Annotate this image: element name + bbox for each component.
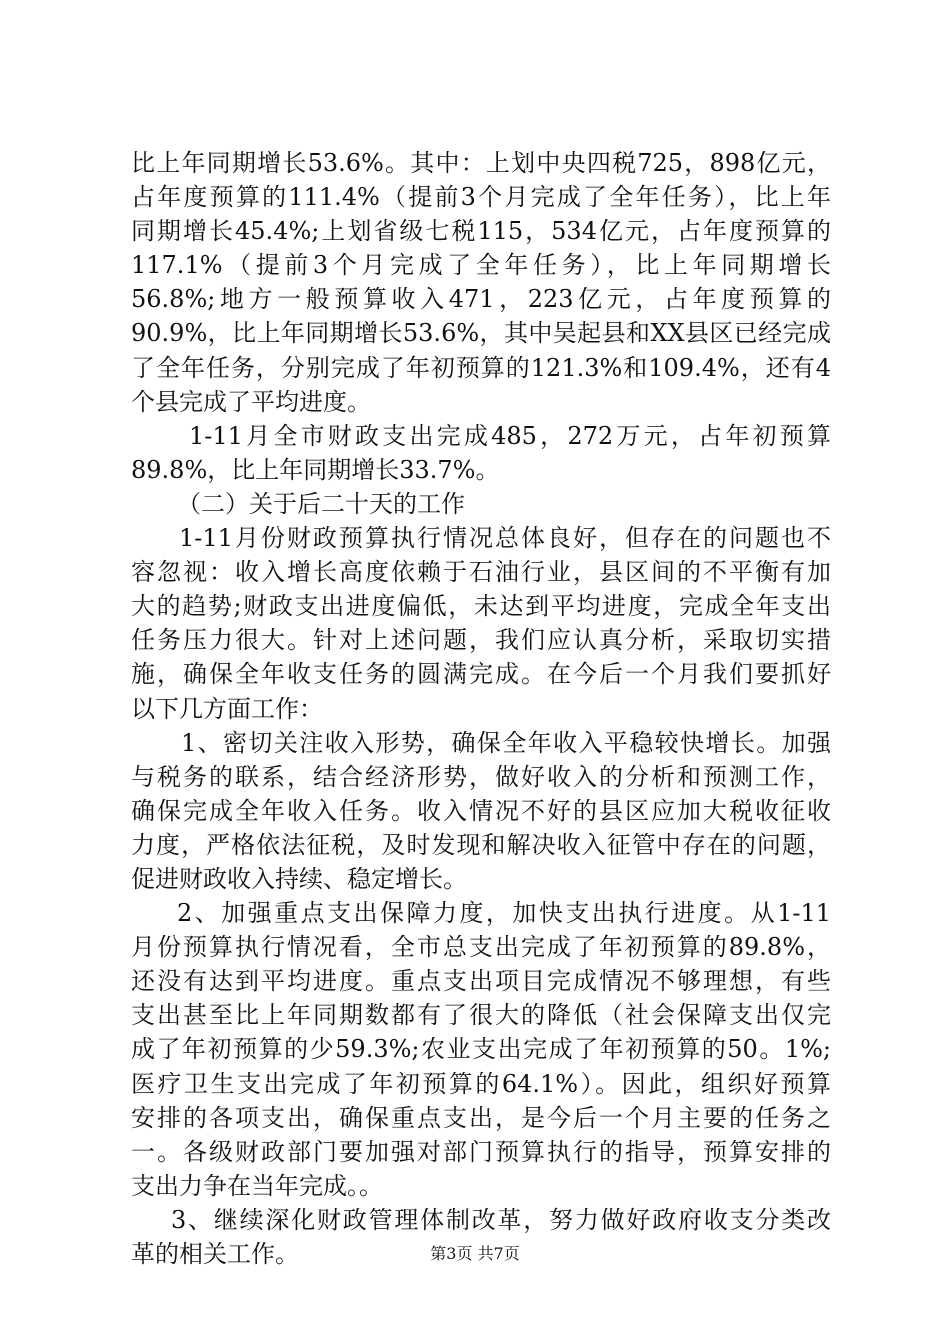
- text-line: 了全年任务，分别完成了年初预算的121.3%和109.4%，还有4: [131, 353, 831, 382]
- text-line: 支出甚至比上年同期数都有了很大的降低（社会保障支出仅完: [131, 1001, 831, 1030]
- text-line: 1-11月全市财政支出完成485，272万元，占年初预算: [189, 421, 831, 450]
- section-heading: （二）关于后二十天的工作: [177, 489, 465, 518]
- text-line: 力度，严格依法征税，及时发现和解决收入征管中存在的问题，: [131, 830, 831, 859]
- text-line: 1-11月份财政预算执行情况总体良好，但存在的问题也不: [179, 524, 831, 553]
- text-line: 促进财政收入持续、稳定增长。: [131, 864, 467, 893]
- text-line: 确保完成全年收入任务。收入情况不好的县区应加大税收征收: [131, 796, 831, 825]
- text-line: 还没有达到平均进度。重点支出项目完成情况不够理想，有些: [131, 967, 831, 996]
- text-line: 容忽视：收入增长高度依赖于石油行业，县区间的不平衡有加: [131, 558, 831, 587]
- text-line: 革的相关工作。: [131, 1240, 299, 1268]
- text-line: 施，确保全年收支任务的圆满完成。在今后一个月我们要抓好: [131, 660, 831, 689]
- text-line: 117.1%（提前3个月完成了全年任务），比上年同期增长: [131, 251, 831, 280]
- text-line: 个县完成了平均进度。: [131, 387, 371, 416]
- text-line: 医疗卫生支出完成了年初预算的64.1%）。因此，组织好预算: [131, 1069, 831, 1098]
- text-line: 2、加强重点支出保障力度，加快支出执行进度。从1-11: [177, 899, 831, 928]
- text-line: 以下几方面工作：: [131, 694, 323, 723]
- text-line: 月份预算执行情况看，全市总支出完成了年初预算的89.8%，: [131, 933, 831, 962]
- text-line: 支出力争在当年完成。。: [131, 1171, 383, 1200]
- text-line: 3、继续深化财政管理体制改革，努力做好政府收支分类改: [171, 1205, 831, 1234]
- text-line: 1、密切关注收入形势，确保全年收入平稳较快增长。加强: [181, 728, 831, 757]
- text-line: 安排的各项支出，确保重点支出，是今后一个月主要的任务之: [131, 1103, 831, 1132]
- text-line: 比上年同期增长53.6%。其中：上划中央四税725，898亿元，: [131, 149, 831, 177]
- document-body: [131, 146, 831, 1271]
- text-line: 与税务的联系，结合经济形势，做好收入的分析和预测工作，: [131, 762, 831, 791]
- text-line: 56.8%;地方一般预算收入471，223亿元，占年度预算的: [131, 285, 831, 314]
- text-line: 成了年初预算的少59.3%;农业支出完成了年初预算的50。1%;: [131, 1035, 831, 1064]
- text-line: 90.9%，比上年同期增长53.6%，其中吴起县和XX县区已经完成: [131, 319, 831, 348]
- text-line: 89.8%，比上年同期增长33.7%。: [131, 455, 500, 484]
- page-number-footer: 第3页 共7页: [430, 1244, 520, 1263]
- text-line: 大的趋势;财政支出进度偏低，未达到平均进度，完成全年支出: [131, 592, 831, 621]
- text-line: 一。各级财政部门要加强对部门预算执行的指导，预算安排的: [131, 1137, 831, 1166]
- text-line: 任务压力很大。针对上述问题，我们应认真分析，采取切实措: [131, 626, 831, 655]
- text-line: 同期增长45.4%;上划省级七税115，534亿元，占年度预算的: [131, 217, 831, 246]
- text-line: 占年度预算的111.4%（提前3个月完成了全年任务），比上年: [131, 183, 831, 212]
